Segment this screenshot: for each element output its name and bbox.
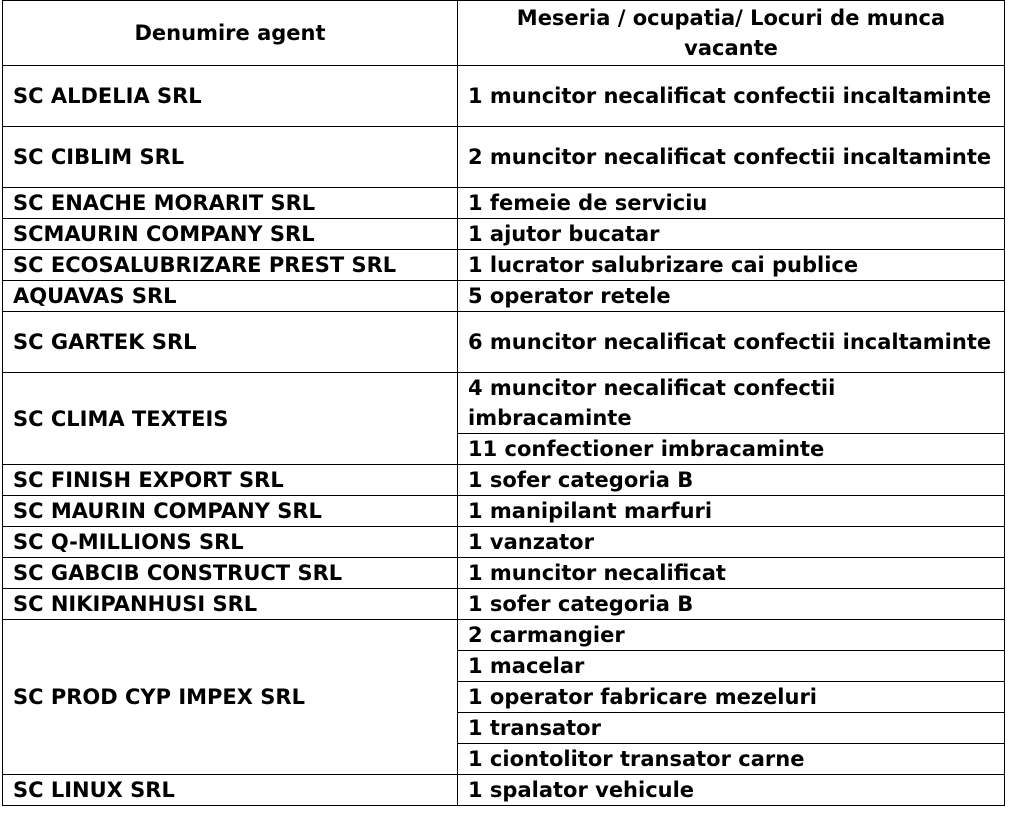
job-cell: 1 sofer categoria B [458, 465, 1005, 496]
job-cell: 1 spalator vehicule [458, 775, 1005, 806]
table-row [3, 373, 1005, 434]
table-row [3, 465, 1005, 496]
job-cell: 1 femeie de serviciu [458, 188, 1005, 219]
table-row [3, 66, 1005, 127]
job-cell: 2 muncitor necalificat confectii incaltaminte [458, 127, 1005, 188]
job-cell: 1 sofer categoria B [458, 589, 1005, 620]
agent-cell: SC GABCIB CONSTRUCT SRL [3, 558, 458, 589]
agent-cell: SC MAURIN COMPANY SRL [3, 496, 458, 527]
table-header-row [3, 1, 1005, 66]
job-cell: 6 muncitor necalificat confectii incaltaminte [458, 312, 1005, 373]
vacancies-table [2, 0, 1005, 806]
job-cell: 1 muncitor necalificat [458, 558, 1005, 589]
table-row [3, 281, 1005, 312]
table-row [3, 527, 1005, 558]
agent-cell: SC NIKIPANHUSI SRL [3, 589, 458, 620]
job-cell: 11 confectioner imbracaminte [458, 434, 1005, 465]
job-cell: 1 operator fabricare mezeluri [458, 682, 1005, 713]
job-cell: 1 lucrator salubrizare cai publice [458, 250, 1005, 281]
table-row [3, 250, 1005, 281]
agent-cell: SC LINUX SRL [3, 775, 458, 806]
job-cell: 1 manipilant marfuri [458, 496, 1005, 527]
table-row [3, 558, 1005, 589]
table-row [3, 775, 1005, 806]
job-cell: 1 transator [458, 713, 1005, 744]
job-cell: 1 macelar [458, 651, 1005, 682]
table-row [3, 127, 1005, 188]
table-row [3, 188, 1005, 219]
agent-cell: SC FINISH EXPORT SRL [3, 465, 458, 496]
job-cell: 2 carmangier [458, 620, 1005, 651]
job-cell: 5 operator retele [458, 281, 1005, 312]
job-cell: 1 muncitor necalificat confectii incaltaminte [458, 66, 1005, 127]
agent-cell: SCMAURIN COMPANY SRL [3, 219, 458, 250]
table-row [3, 496, 1005, 527]
header-agent: Denumire agent [3, 1, 458, 66]
table-row [3, 589, 1005, 620]
agent-cell: SC ECOSALUBRIZARE PREST SRL [3, 250, 458, 281]
agent-cell: SC PROD CYP IMPEX SRL [3, 620, 458, 775]
job-cell: 1 ajutor bucatar [458, 219, 1005, 250]
agent-cell: SC CIBLIM SRL [3, 127, 458, 188]
table-row [3, 312, 1005, 373]
job-cell: 1 vanzator [458, 527, 1005, 558]
agent-cell: AQUAVAS SRL [3, 281, 458, 312]
job-cell: 4 muncitor necalificat confectii imbracaminte [458, 373, 1005, 434]
agent-cell: SC Q-MILLIONS SRL [3, 527, 458, 558]
agent-cell: SC ENACHE MORARIT SRL [3, 188, 458, 219]
agent-cell: SC ALDELIA SRL [3, 66, 458, 127]
table-row [3, 620, 1005, 651]
agent-cell: SC GARTEK SRL [3, 312, 458, 373]
agent-cell: SC CLIMA TEXTEIS [3, 373, 458, 465]
header-job: Meseria / ocupatia/ Locuri de munca vacante [458, 1, 1005, 66]
table-row [3, 219, 1005, 250]
job-cell: 1 ciontolitor transator carne [458, 744, 1005, 775]
